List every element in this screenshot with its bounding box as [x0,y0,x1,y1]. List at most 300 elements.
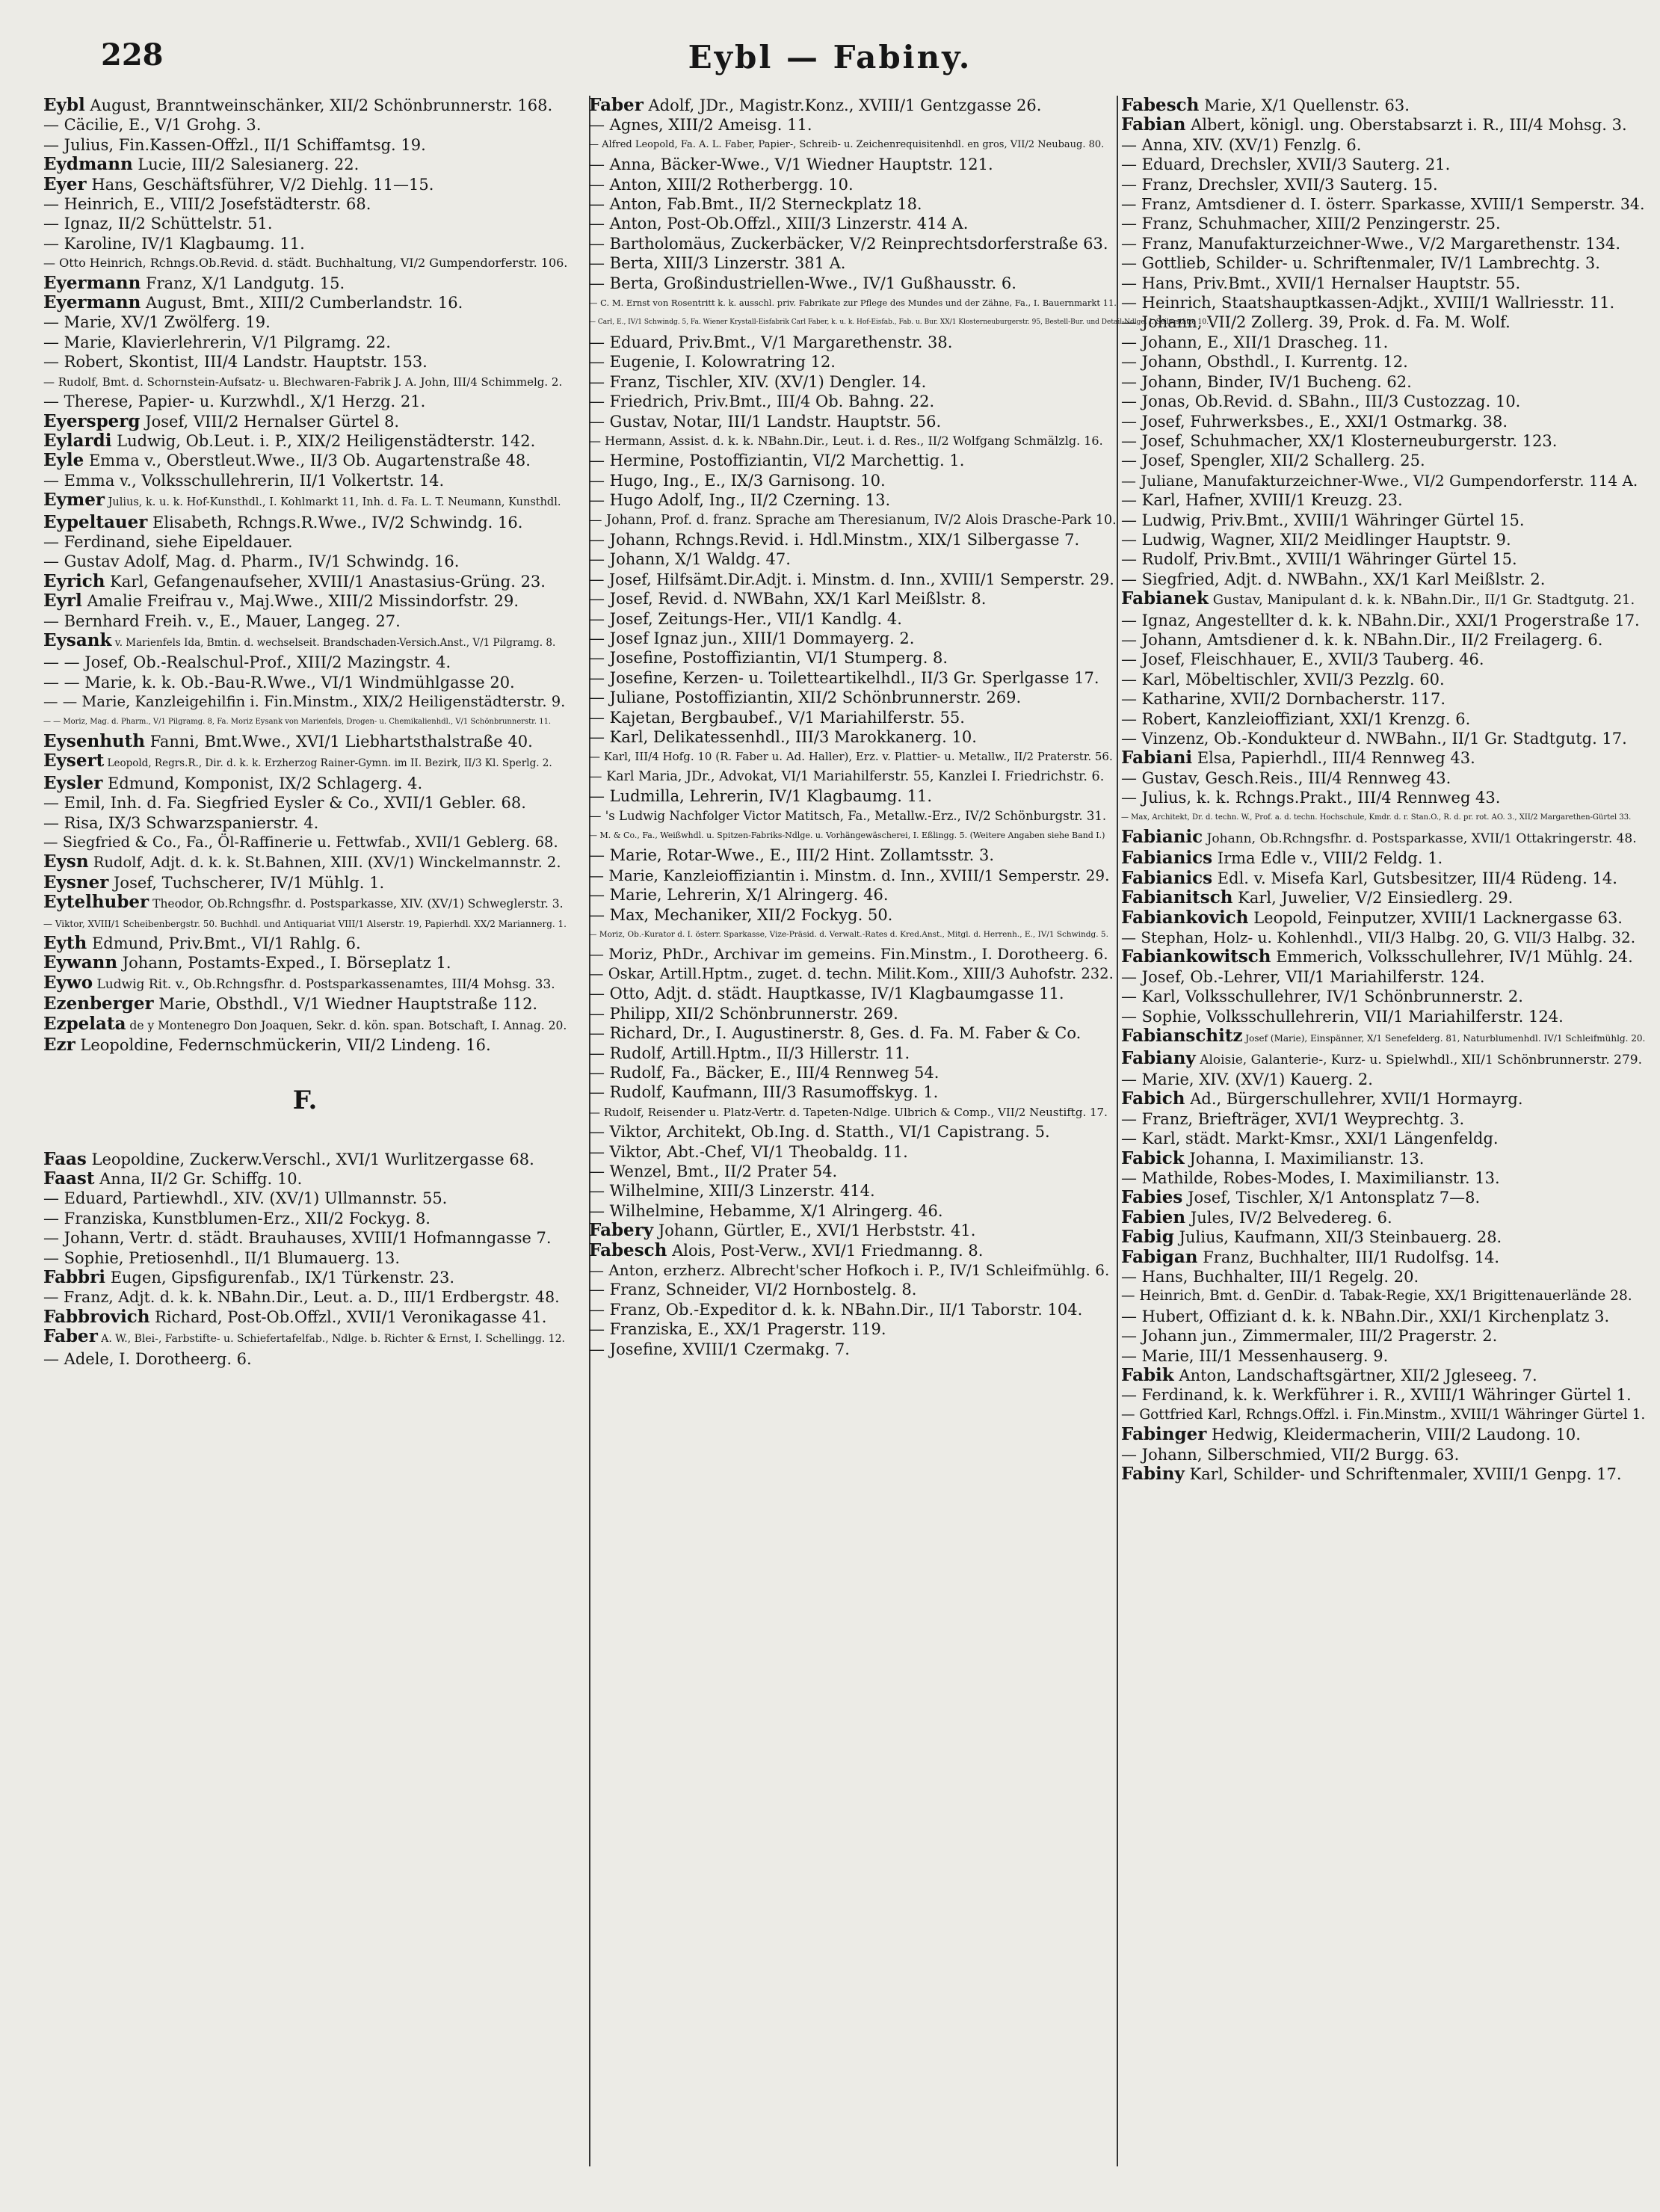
entry-details: de y Montenegro Don Joaquen, Sekr. d. kön. span. Botschaft, I. Annag. 20. [129,1018,567,1032]
entry-details: Karl, Juwelier, V/2 Einsiedlerg. 29. [1238,889,1514,908]
entry-details: — Berta, Großindustriellen-Wwe., IV/1 Gußhausstr. 6. [589,274,1016,292]
entry-details: — Agnes, XIII/2 Ameisg. 11. [589,116,812,135]
directory-entry [1121,1129,1644,1148]
entry-details: Anton, Landschaftsgärtner, XII/2 Jgleseeg. 7. [1179,1367,1537,1384]
directory-entry [43,312,567,332]
directory-entry [589,1082,1117,1102]
entry-surname: Fabesch [589,1239,667,1260]
directory-entry [589,471,1117,490]
entry-details: — Karl, III/4 Hofg. 10 (R. Faber u. Ad. Haller), Erz. v. Plattier- u. Metallw., II/2 Praterstr. 56. [589,750,1113,764]
entry-surname: Eymer [43,490,105,511]
entry-surname: Eysenhuth [43,731,145,751]
entry-details: — Wilhelmine, Hebamme, X/1 Alringerg. 46. [589,1201,943,1220]
entry-details: Josef (Marie), Einspänner, X/1 Senefelderg. 81, Naturblumenhdl. IV/1 Schleifmühlg. 20. [1245,1033,1646,1044]
entry-details: — Moriz, Ob.-Kurator d. I. österr. Sparkasse, Vize-Präsid. d. Verwalt.-Rates d. Kred.Anst., Mitgl. d. Herrenh., E., IV/1 Schwindg. 5. [589,930,1108,940]
entry-details: — C. M. Ernst von Rosentritt k. k. ausschl. priv. Fabrikate zur Pflege des Mundes und der Zähne, Fa., I. Bauernmarkt 11. [589,298,1117,309]
directory-entry [43,893,567,914]
directory-entry [1121,987,1644,1006]
entry-details: Karl, Gefangenaufseher, XVIII/1 Anastasius-Grüng. 23. [110,572,546,591]
directory-entry [1121,729,1644,748]
directory-entry [43,732,567,751]
entry-details: — — Marie, Kanzleigehilfin i. Fin.Minstm., XIX/2 Heiligenstädterstr. 9. [43,693,566,711]
directory-entry [589,1241,1117,1260]
entry-details: Karl, Schilder- und Schriftenmaler, XVIII/1 Genpg. 17. [1189,1465,1622,1484]
directory-entry [589,629,1117,648]
directory-entry [1121,670,1644,689]
entry-details: Johanna, I. Maximilianstr. 13. [1189,1149,1425,1168]
directory-entry [589,234,1117,253]
entry-surname: Eyle [43,450,84,471]
entry-surname: Fabianics [1121,848,1213,869]
directory-entry [1121,869,1644,888]
directory-entry [1121,1425,1644,1444]
entry-details: — Karl, städt. Markt-Kmsr., XXI/1 Längenfeldg. [1121,1130,1499,1148]
entry-details: — Adele, I. Dorotheerg. 6. [43,1349,252,1368]
entry-details: Josef, VIII/2 Hernalser Gürtel 8. [145,412,400,431]
directory-entry [589,589,1117,609]
directory-entry [43,333,567,352]
directory-entry [1121,1405,1644,1425]
directory-entry [1121,1445,1644,1464]
entry-details: — Gustav Adolf, Mag. d. Pharm., IV/1 Schwindg. 16. [43,552,460,571]
entry-details: — Josef, Fuhrwerksbes., E., XXI/1 Ostmarkg. 38. [1121,412,1508,431]
directory-entry [1121,234,1644,253]
directory-entry [43,1349,567,1369]
directory-entry [589,807,1117,826]
entry-details: — Johann, Binder, IV/1 Bucheng. 62. [1121,372,1412,391]
entry-surname: Eyermann [43,272,141,293]
entry-details: — Hans, Buchhalter, III/1 Regelg. 20. [1121,1267,1419,1286]
entry-details: — Hans, Priv.Bmt., XVII/1 Hernalser Hauptstr. 55. [1121,274,1521,292]
directory-entry [43,552,567,571]
entry-surname: Eybl [43,95,85,115]
directory-entry [43,1248,567,1268]
entry-details: — Philipp, XII/2 Schönbrunnerstr. 269. [589,1004,898,1023]
entry-details: — Gottlieb, Schilder- u. Schriftenmaler, IV/1 Lambrechtg. 3. [1121,254,1600,273]
entry-surname: Ezr [43,1035,75,1056]
directory-entry [43,214,567,233]
directory-entry [589,274,1117,293]
entry-details: — Ferdinand, k. k. Werkführer i. R., XVIII/1 Währinger Gürtel 1. [1121,1386,1632,1405]
entry-surname: Fabbrovich [43,1306,150,1327]
directory-entry [43,712,567,732]
directory-entry [1121,115,1644,135]
directory-entry [43,274,567,293]
entry-details: — Wenzel, Bmt., II/2 Prater 54. [589,1162,838,1180]
entry-details: — Marie, Klavierlehrerin, V/1 Pilgramg. 22. [43,333,391,351]
directory-entry [1121,1049,1644,1070]
directory-entry [589,826,1117,845]
directory-entry [1121,1267,1644,1287]
entry-details: Josef, Tuchscherer, IV/1 Mühlg. 1. [114,873,385,892]
entry-details: — Marie, III/1 Messenhauserg. 9. [1121,1346,1389,1365]
entry-details: — Viktor, Architekt, Ob.Ing. d. Statth., VI/1 Capistrang. 5. [589,1123,1050,1142]
directory-entry [589,115,1117,135]
directory-entry [1121,848,1644,868]
directory-entry [589,1260,1117,1280]
entry-details: — Hubert, Offiziant d. k. k. NBahn.Dir., XXI/1 Kirchenplatz 3. [1121,1307,1610,1325]
directory-entry [589,333,1117,352]
entry-details: Aloisie, Galanterie-, Kurz- u. Spielwhdl., XII/1 Schönbrunnerstr. 279. [1200,1052,1642,1068]
directory-entry [43,673,567,692]
directory-entry [1121,689,1644,709]
directory-entry [43,692,567,712]
entry-surname: Eyth [43,933,87,954]
entry-details: — Marie, XV/1 Zwölferg. 19. [43,313,271,332]
directory-entry [1121,175,1644,194]
entry-surname: Fabien [1121,1207,1186,1227]
entry-details: — Risa, IX/3 Schwarzspanierstr. 4. [43,813,319,832]
entry-details: — Therese, Papier- u. Kurzwhdl., X/1 Herzg. 21. [43,392,426,411]
directory-entry [589,866,1117,885]
entry-details: — Franz, Drechsler, XVII/3 Sauterg. 15. [1121,175,1438,194]
directory-entry [1121,1026,1644,1048]
directory-entry [589,1300,1117,1319]
directory-entry [1121,253,1644,273]
entry-details: — Ludwig, Priv.Bmt., XVIII/1 Währinger Gürtel 15. [1121,511,1525,529]
directory-entry [43,914,567,934]
entry-details: Elisabeth, Rchngs.R.Wwe., IV/2 Schwindg. 16. [152,513,523,532]
entry-details: — Karl, Möbeltischler, XVII/3 Pezzlg. 60. [1121,670,1445,688]
entry-details: — Alfred Leopold, Fa. A. L. Faber, Papier-, Schreib- u. Zeichenrequisitenhdl. en gros, VII/2 Neubaug. 80. [589,138,1105,150]
entry-details: — Josef, Revid. d. NWBahn, XX/1 Karl Meißlstr. 8. [589,590,987,609]
directory-entry [589,155,1117,174]
entry-details: — Kajetan, Bergbaubef., V/1 Mariahilferstr. 55. [589,708,965,727]
directory-entry [43,234,567,253]
entry-surname: Fabianschitz [1121,1026,1243,1047]
entry-surname: Eytelhuber [43,892,149,913]
directory-entry [43,813,567,833]
directory-entry [1121,611,1644,630]
entry-details: Leopold, Regrs.R., Dir. d. k. k. Erzherzog Rainer-Gymn. im II. Bezirk, II/3 Kl. Sperlg. 2. [107,757,552,770]
directory-entry [1121,1109,1644,1129]
entry-details: — Josefine, XVIII/1 Czermakg. 7. [589,1340,850,1358]
directory-entry [589,1280,1117,1299]
entry-details: — Josefine, Postoffiziantin, VI/1 Stumperg. 8. [589,649,948,668]
directory-entry [1121,1366,1644,1385]
directory-entry [1121,155,1644,174]
entry-details: — Josef, Spengler, XII/2 Schallerg. 25. [1121,452,1425,470]
directory-entry [1121,412,1644,431]
directory-entry [1121,274,1644,293]
directory-entry [1121,471,1644,490]
directory-entry [589,372,1117,392]
entry-details: — Josef, Hilfsämt.Dir.Adjt. i. Minstm. d. Inn., XVIII/1 Semperstr. 29. [589,570,1114,588]
directory-entry [43,392,567,411]
directory-entry [1121,1149,1644,1168]
entry-details: — Stephan, Holz- u. Kohlenhdl., VII/3 Halbg. 20, G. VII/3 Halbg. 32. [1121,928,1636,947]
directory-entry [1121,828,1644,848]
entry-surname: Eyrich [43,570,105,591]
directory-entry [589,1142,1117,1162]
entry-details: — Marie, Kanzleioffiziantin i. Minstm. d. Inn., XVIII/1 Semperstr. 29. [589,866,1110,884]
directory-entry [589,312,1209,332]
entry-surname: Eyrl [43,591,82,611]
directory-entry [43,490,567,512]
entry-details: — Karl, Volksschullehrer, IV/1 Schönbrunnerstr. 2. [1121,988,1523,1006]
entry-details: A. W., Blei-, Farbstifte- u. Schiefertafelfab., Ndlge. b. Richter & Ernst, I. Schellingg. 12. [101,1333,565,1346]
entry-details: — Josef, Zeitungs-Her., VII/1 Kandlg. 4. [589,609,902,628]
directory-entry [43,1228,567,1248]
entry-details: — Ignaz, II/2 Schüttelstr. 51. [43,215,273,233]
entry-details: — Franz, Amtsdiener d. I. österr. Sparkasse, XVIII/1 Semperstr. 34. [1121,195,1645,214]
entry-surname: Fabik [1121,1365,1174,1385]
directory-entry [43,96,567,115]
entry-details: — Anna, Bäcker-Wwe., V/1 Wiedner Hauptstr. 121. [589,155,993,174]
entry-details: — Johann jun., Zimmermaler, III/2 Pragerstr. 2. [1121,1327,1498,1346]
entry-details: — Josef Ignaz jun., XIII/1 Dommayerg. 2. [589,629,915,647]
directory-entry [43,1327,567,1349]
directory-entry [589,135,1117,155]
entry-details: — — Josef, Ob.-Realschul-Prof., XIII/2 Mazingstr. 4. [43,653,451,672]
entry-surname: Faber [589,95,644,115]
entry-details: — Ignaz, Angestellter d. k. k. NBahn.Dir., XXI/1 Progerstraße 17. [1121,611,1640,629]
entry-details: Josef, Tischler, X/1 Antonsplatz 7—8. [1188,1189,1481,1207]
entry-details: — Anton, Post-Ob.Offzl., XIII/3 Linzerstr. 414 A. [589,215,969,233]
directory-entry [1121,589,1644,610]
directory-entry [43,953,567,973]
entry-details: — Berta, XIII/3 Linzerstr. 381 A. [589,254,846,273]
directory-entry [43,194,567,214]
directory-entry [43,135,567,155]
entry-details: August, Branntweinschänker, XII/2 Schönbrunnerstr. 168. [90,96,553,114]
directory-entry [1121,293,1644,312]
entry-details: — Karl, Delikatessenhdl., III/3 Marokkanerg. 10. [589,728,977,746]
directory-entry [1121,549,1644,569]
entry-details: Julius, Kaufmann, XII/3 Steinbauerg. 28. [1179,1228,1502,1247]
directory-entry [1121,709,1644,729]
directory-entry [43,751,567,773]
directory-entry [1121,908,1644,928]
entry-details: Hedwig, Kleidermacherin, VIII/2 Laudong. 10. [1212,1426,1581,1444]
directory-entry [1121,333,1644,352]
directory-entry [589,1221,1117,1240]
entry-details: — Anton, Fab.Bmt., II/2 Sterneckplatz 18. [589,195,922,214]
entry-surname: Faast [43,1168,95,1189]
directory-entry [589,708,1117,727]
entry-details: Franz, X/1 Landgutg. 15. [146,274,345,292]
entry-details: — Marie, Lehrerin, X/1 Alringerg. 46. [589,886,889,905]
directory-entry [43,1209,567,1228]
column-left [43,96,567,1369]
entry-details: — Wilhelmine, XIII/3 Linzerstr. 414. [589,1182,875,1201]
directory-entry [589,944,1117,964]
directory-entry [1121,967,1644,987]
entry-details: — — Marie, k. k. Ob.-Bau-R.Wwe., VI/1 Windmühlgasse 20. [43,673,515,691]
entry-details: — Franz, Manufakturzeichner-Wwe., V/2 Margarethenstr. 134. [1121,234,1621,253]
directory-entry [43,412,567,431]
directory-entry [1121,808,1644,828]
directory-entry [589,885,1117,905]
directory-entry [1121,1208,1644,1227]
directory-entry [1121,768,1644,788]
entry-details: Emmerich, Volksschullehrer, IV/1 Mühlg. 24. [1276,948,1633,967]
entry-details: — Heinrich, E., VIII/2 Josefstädterstr. 68. [43,195,371,214]
entry-details: — Rudolf, Bmt. d. Schornstein-Aufsatz- u. Blechwaren-Fabrik J. A. John, III/4 Schimmelg. 2. [43,375,563,389]
entry-details: — Juliane, Manufakturzeichner-Wwe., VI/2 Gumpendorferstr. 114 A. [1121,471,1638,490]
directory-entry [589,451,1117,470]
entry-details: — Sophie, Pretiosenhdl., II/1 Blumauerg. 13. [43,1248,400,1267]
entry-surname: Eywo [43,972,93,993]
entry-details: Leopold, Feinputzer, XVIII/1 Lacknergasse 63. [1253,908,1623,927]
directory-entry [1121,630,1644,650]
entry-surname: Faber [43,1326,98,1347]
entry-details: — Siegfried, Adjt. d. NWBahn., XX/1 Karl Meißlstr. 2. [1121,570,1546,588]
entry-surname: Eysank [43,629,112,650]
entry-details: — Hermann, Assist. d. k. k. NBahn.Dir., Leut. i. d. Res., II/2 Wolfgang Schmälzlg. 16. [589,433,1103,448]
running-head: Eybl — Fabiny. [688,39,972,76]
directory-entry [1121,530,1644,549]
entry-details: — M. & Co., Fa., Weißwhdl. u. Spitzen-Fabriks-Ndlge. u. Vorhängewäscherei, I. Eßlingg. 5. (Weitere Angaben siehe Band I.) [589,831,1105,841]
entry-details: Leopoldine, Federnschmückerin, VII/2 Lindeng. 16. [80,1036,491,1055]
directory-entry [589,96,1117,115]
entry-details: Rudolf, Adjt. d. k. k. St.Bahnen, XIII. (XV/1) Winckelmannstr. 2. [93,854,561,872]
entry-surname: Fabesch [1121,95,1200,115]
entry-details: — Rudolf, Priv.Bmt., XVIII/1 Währinger Gürtel 15. [1121,550,1517,569]
entry-surname: Fabiany [1121,1047,1196,1068]
entry-details: Elsa, Papierhdl., III/4 Rennweg 43. [1197,749,1475,768]
entry-details: — Katharine, XVII/2 Dornbacherstr. 117. [1121,690,1446,709]
directory-entry [1121,888,1644,908]
directory-entry [589,767,1117,786]
entry-details: v. Marienfels Ida, Bmtin. d. wechselseit. Brandschaden-Versich.Anst., V/1 Pilgramg. 8. [114,636,556,649]
directory-entry [589,727,1117,747]
directory-entry [589,964,1117,984]
directory-entry [589,845,1117,865]
directory-entry [1121,511,1644,530]
directory-entry [589,786,1117,806]
directory-entry [589,648,1117,668]
column-right [1121,96,1644,1484]
directory-entry [589,293,1117,312]
directory-entry [43,611,567,631]
directory-entry [43,1035,567,1055]
entry-details: Jules, IV/2 Belvedereg. 6. [1190,1208,1392,1227]
entry-surname: Ezenberger [43,993,154,1014]
directory-entry [1121,1287,1644,1306]
entry-details: Edl. v. Misefa Karl, Gutsbesitzer, III/4 Rüdeng. 14. [1217,869,1617,887]
entry-details: — Franz, Schuhmacher, XIII/2 Penzingerstr. 25. [1121,215,1501,233]
entry-surname: Fabiny [1121,1464,1185,1485]
entry-details: Emma v., Oberstleut.Wwe., II/3 Ob. Augartenstraße 48. [88,452,531,470]
directory-entry [1121,392,1644,411]
entry-details: Marie, X/1 Quellenstr. 63. [1204,96,1410,114]
directory-entry [1121,451,1644,470]
directory-entry [43,852,567,872]
directory-entry [1121,214,1644,233]
entry-surname: Fabiankowitsch [1121,946,1271,967]
entry-details: — Cäcilie, E., V/1 Grohg. 3. [43,116,262,135]
directory-entry [43,115,567,135]
entry-surname: Fabigan [1121,1246,1198,1267]
entry-details: — Max, Architekt, Dr. d. techn. W., Prof. a. d. techn. Hochschule, Kmdr. d. r. Stan.O., R. d. pr. rot. AO. 3., XII/2 Margarethen-Gürtel 33. [1121,813,1632,822]
entry-details: — Anton, erzherz. Albrecht'scher Hofkoch i. P., IV/1 Schleifmühlg. 6. [589,1260,1110,1279]
directory-entry [43,1287,567,1307]
entry-details: Albert, königl. ung. Oberstabsarzt i. R., III/4 Mohsg. 3. [1191,116,1627,135]
directory-entry [589,1103,1117,1122]
directory-entry [1121,352,1644,372]
entry-surname: Fabinger [1121,1424,1207,1445]
entry-details: — Johann, VII/2 Zollerg. 39, Prok. d. Fa. M. Wolf. [1121,313,1511,332]
entry-details: — Heinrich, Bmt. d. GenDir. d. Tabak-Regie, XX/1 Brigittenauerlände 28. [1121,1288,1632,1304]
entry-details: Edmund, Komponist, IX/2 Schlagerg. 4. [108,774,423,792]
directory-entry [43,873,567,893]
directory-entry [1121,372,1644,392]
entry-details: Ad., Bürgerschullehrer, XVII/1 Hormayrg. [1190,1090,1523,1109]
entry-details: — Hermine, Postoffiziantin, VI/2 Marchettig. 1. [589,452,965,470]
entry-details: — Hugo, Ing., E., IX/3 Garnisong. 10. [589,471,886,490]
directory-entry [43,431,567,451]
entry-details: Fanni, Bmt.Wwe., XVI/1 Liebhartsthalstraße 40. [149,733,533,751]
entry-surname: Faas [43,1148,87,1169]
directory-entry [43,513,567,532]
entry-details: — 's Ludwig Nachfolger Victor Matitsch, Fa., Metallw.-Erz., IV/2 Schönburgstr. 31. [589,808,1107,823]
entry-surname: Eysler [43,772,103,793]
entry-details: — Johann, Obsthdl., I. Kurrentg. 12. [1121,353,1408,372]
directory-entry [43,1268,567,1287]
directory-entry [589,905,1117,925]
entry-surname: Fabig [1121,1227,1174,1248]
entry-details: — Johann, Prof. d. franz. Sprache am Theresianum, IV/2 Alois Drasche-Park 10. [589,512,1117,528]
entry-surname: Fabian [1121,114,1186,135]
entry-surname: Fabianitsch [1121,887,1233,908]
entry-surname: Eyersperg [43,410,141,431]
entry-surname: Eyer [43,173,87,194]
entry-details: — Anton, XIII/2 Rotherbergg. 10. [589,175,854,194]
directory-entry [589,194,1117,214]
entry-details: Irma Edle v., VIII/2 Feldg. 1. [1217,849,1443,868]
directory-entry [589,747,1117,766]
directory-entry [43,253,567,273]
directory-entry [589,1340,1117,1359]
entry-details: Richard, Post-Ob.Offzl., XVII/1 Veronikagasse 41. [155,1307,547,1326]
entry-surname: Fabery [589,1220,654,1241]
directory-entry [1121,1089,1644,1109]
entry-details: — Josef, Schuhmacher, XX/1 Klosterneuburgerstr. 123. [1121,431,1558,450]
directory-entry [589,530,1117,549]
entry-details: — Franz, Tischler, XIV. (XV/1) Dengler. 14. [589,372,927,391]
entry-surname: Fabick [1121,1147,1185,1168]
entry-details: — Franz, Briefträger, XVI/1 Weyprechtg. 3. [1121,1109,1465,1128]
entry-details: — Anna, XIV. (XV/1) Fenzlg. 6. [1121,135,1362,154]
directory-entry [1121,1168,1644,1188]
directory-entry [589,1023,1117,1043]
directory-entry [43,631,567,653]
entry-details: — — Moriz, Mag. d. Pharm., V/1 Pilgramg. 8, Fa. Moriz Eysank von Marienfels, Drogen- u. Chemikalienhdl., V/1 Schönbrunnerstr. 11. [43,717,552,726]
directory-entry [589,1004,1117,1023]
entry-details: Franz, Buchhalter, III/1 Rudolfsg. 14. [1203,1248,1500,1266]
entry-details: — Josef, Fleischhauer, E., XVII/3 Tauberg. 46. [1121,650,1484,669]
entry-details: — Franziska, Kunstblumen-Erz., XII/2 Fockyg. 8. [43,1209,431,1227]
directory-entry [1121,194,1644,214]
directory-entry [1121,312,1644,332]
directory-entry [589,609,1117,629]
entry-details: Julius, k. u. k. Hof-Kunsthdl., I. Kohlmarkt 11, Inh. d. Fa. L. T. Neumann, Kunsthdl. [108,496,561,509]
entry-details: — Ludmilla, Lehrerin, IV/1 Klagbaumg. 11. [589,787,933,806]
entry-details: — Eugenie, I. Kolowratring 12. [589,353,836,372]
entry-surname: Eyermann [43,292,141,313]
entry-surname: Fabianek [1121,588,1209,609]
directory-entry [589,175,1117,194]
entry-details: — Robert, Kanzleioffiziant, XXI/1 Krenzg. 6. [1121,709,1471,728]
entry-details: — Gustav, Notar, III/1 Landstr. Hauptstr. 56. [589,412,942,431]
entry-details: — Karoline, IV/1 Klagbaumg. 11. [43,234,305,253]
entry-details: — Eduard, Priv.Bmt., V/1 Margarethenstr. 38. [589,333,953,351]
directory-entry [1121,947,1644,967]
directory-entry [589,668,1117,688]
entry-details: — Julius, k. k. Rchngs.Prakt., III/4 Rennweg 43. [1121,789,1501,807]
entry-details: — Ludwig, Wagner, XII/2 Meidlinger Hauptstr. 9. [1121,530,1511,549]
